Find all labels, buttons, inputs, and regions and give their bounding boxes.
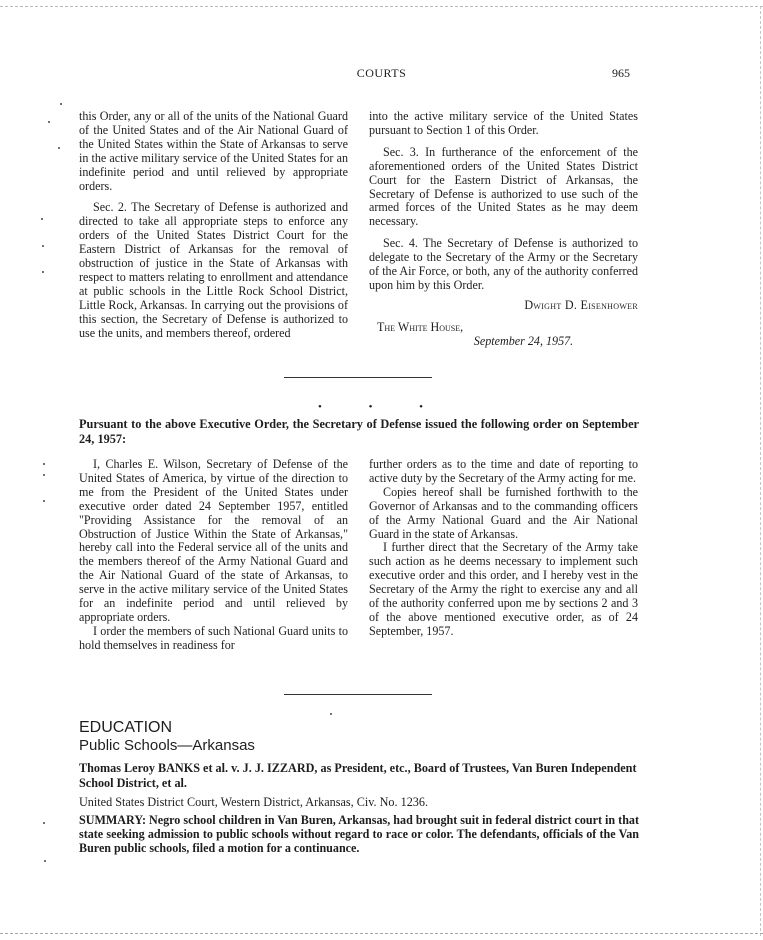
top-border-line [0, 6, 763, 7]
subsection-heading: Public Schools—Arkansas [79, 737, 255, 754]
page-number: 965 [612, 66, 630, 80]
court-info: United States District Court, Western District, Arkansas, Civ. No. 1236. [79, 795, 429, 809]
pursuant-heading: Pursuant to the above Executive Order, the Secretary of Defense issued the following order on September 24, 1957: [79, 417, 639, 446]
paragraph: this Order, any or all of the units of the National Guard of the United States and of the Air National Guard of the United States within the State of Arkansas to serve in the active military service of the United States for an indefinite period and until relieved by appropriate orders. [79, 109, 348, 193]
bottom-border-line [0, 933, 763, 934]
divider-dots: • • • [317, 401, 446, 413]
order-right-column [369, 110, 638, 349]
signature: Dwight D. Eisenhower [524, 297, 638, 312]
paragraph: further orders as to the time and date of reporting to active duty by the Secretary of the Army acting for me. [369, 457, 638, 485]
place: The White House, [377, 319, 464, 334]
paragraph: into the active military service of the United States pursuant to Section 1 of this Order. [369, 109, 638, 137]
paragraph: I further direct that the Secretary of the Army take such action as he deems necessary to implement such executive order and this order, and I hereby vest in the Secretary of the Army the right to exercise any and all of the authority conferred upon me by sections 2 and 3 of the above mentioned executive order, as of 24 September, 1957. [369, 540, 638, 638]
paragraph: I, Charles E. Wilson, Secretary of Defense of the United States of America, by virtue of the direction to me from the President of the United States under executive order dated 24 September 1957, entitled "Providing Assistance for the removal of an Obstruction of Justice Within the State of Arkansas," hereby call into the Federal service all of the units and the members thereof of the Army National Guard and the Air National Guard of the state of Arkansas, to serve in the active military service of the United States for an indefinite period and until relieved by appropriate orders. [79, 457, 348, 624]
defense-order-left-column [79, 458, 348, 653]
order-left-column [79, 110, 348, 341]
section-heading: EDUCATION [79, 719, 173, 736]
paragraph: Sec. 4. The Secretary of Defense is authorized to delegate to the Secretary of the Army or the Secretary of the Air Force, or both, any of the authority conferred upon him by this Order. [369, 236, 638, 292]
right-border-line [760, 6, 761, 936]
order-date: September 24, 1957. [473, 333, 574, 348]
paragraph: Copies hereof shall be furnished forthwith to the Governor of Arkansas and to the commanding officers of the Army National Guard and the Air National Guard in the state of Arkansas. [369, 484, 638, 541]
paragraph: Sec. 3. In furtherance of the enforcement of the aforementioned orders of the United States District Court for the Eastern District of Arkansas, the Secretary of Defense is authorized to use such of the armed forces of the United States as he may deem necessary. [369, 144, 638, 229]
section-divider [284, 377, 432, 378]
defense-order-right-column [369, 458, 638, 639]
paragraph: I order the members of such National Guard units to hold themselves in readiness for [79, 623, 348, 652]
running-title: COURTS [356, 66, 407, 80]
case-title: Thomas Leroy BANKS et al. v. J. J. IZZARD, as President, etc., Board of Trustees, Van Buren Independent School District, et al. [79, 761, 637, 790]
section-divider [284, 694, 432, 695]
paragraph: Sec. 2. The Secretary of Defense is authorized and directed to take all appropriate steps to enforce any orders of the United States District Court for the Eastern District of Arkansas for the removal of obstruction of justice in the State of Arkansas with respect to matters relating to enrollment and attendance at public schools in the Little Rock School District, Little Rock, Arkansas. In carrying out the provisions of this section, the Secretary of Defense is authorized to use the units, and members thereof, ordered [79, 200, 348, 340]
case-summary: SUMMARY: Negro school children in Van Buren, Arkansas, had brought suit in federal district court in that state seeking admission to public schools without regard to race or color. The defendants, officials of the Van Buren public schools, filed a motion for a continuance. [79, 813, 639, 856]
